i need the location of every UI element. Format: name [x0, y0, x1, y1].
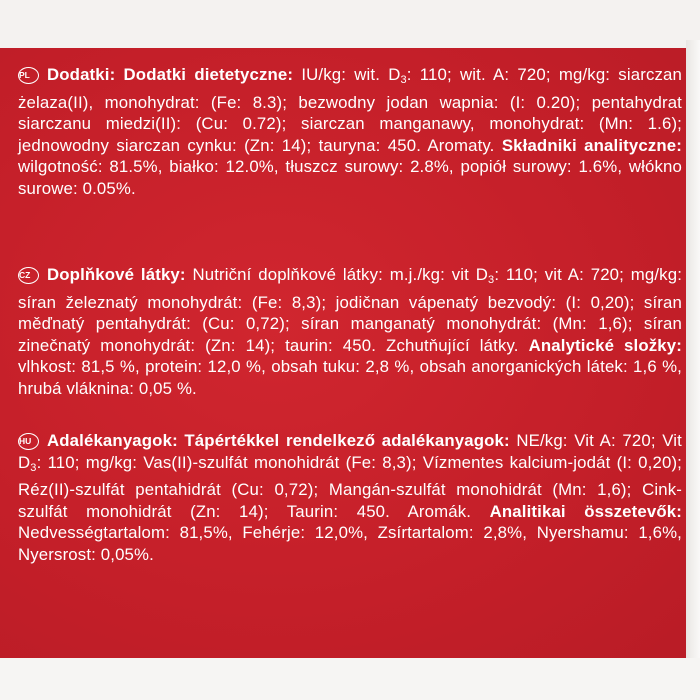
package-bottom-edge	[0, 658, 700, 700]
pl-text-3: wilgotność: 81.5%, białko: 12.0%, tłuszcz surowy: 2.8%, popiół surowy: 1.6%, włókno surowe: 0.05%.	[18, 157, 682, 198]
language-badge-cz: CZ	[18, 267, 39, 284]
cz-text-1: Nutriční doplňkové látky: m.j./kg: vit D	[192, 265, 489, 284]
cz-text-2: : 110; vit A: 720; mg/kg: síran železnatý monohydrát: (Fe: 8,3); jodičnan vápenatý bezvodý: (I: 0,20); síran měďnatý pentahydrát: (Cu: 0,72); síran manganatý monohydrát: (Mn: 1,6); síran zinečnatý monohydrát: (Zn: 14); taurin: 450. Zchutňující látky.	[18, 265, 683, 355]
section-polish	[18, 64, 682, 200]
pl-subscript: 3	[400, 74, 407, 86]
section-czech	[18, 264, 682, 400]
pl-analytical-heading: Składniki analityczne:	[501, 135, 683, 155]
ingredients-label-panel	[0, 48, 686, 658]
language-badge-pl: PL	[18, 67, 39, 84]
cz-subscript: 3	[488, 274, 495, 286]
pl-dietetic-heading: Dodatki dietetyczne:	[123, 65, 294, 84]
hu-text-3: Nedvességtartalom: 81,5%, Fehérje: 12,0%, Zsírtartalom: 2,8%, Nyershamu: 1,6%, Nyersrost: 0,05%.	[18, 523, 682, 564]
section-hungarian	[18, 430, 682, 566]
cz-additives-heading: Doplňkové látky:	[47, 265, 186, 284]
pl-additives-heading: Dodatki:	[47, 65, 116, 84]
hu-additives-heading: Adalékanyagok: Tápértékkel rendelkező adalékanyagok:	[47, 431, 510, 450]
language-badge-hu: HU	[18, 433, 39, 450]
hu-text-2: : 110; mg/kg: Vas(II)-szulfát monohidrát (Fe: 8,3); Vízmentes kalcium-jodát (I: 0,20); Réz(II)-szulfát pentahidrát (Cu: 0,72); Mangán-szulfát monohidrát (Mn: 1,6); Cink-szulfát monohidrát (Zn: 14); Taurin: 450. Aromák.	[18, 452, 682, 521]
cz-analytical-heading: Analytické složky:	[528, 335, 682, 355]
pl-text-2: : 110; wit. A: 720; mg/kg: siarczan żelaza(II), monohydrat: (Fe: 8.3); bezwodny jodan wapnia: (I: 0.20); pentahydrat siarczanu miedzi(II): (Cu: 0.72); siarczan manganawy, monohydrat: (Mn: 1.6); jednowodny siarczan cynku: (Zn: 14); tauryna: 450. Aromaty.	[18, 65, 682, 155]
cz-text-3: vlhkost: 81,5 %, protein: 12,0 %, obsah tuku: 2,8 %, obsah anorganických látek: 1,6 %, hrubá vláknina: 0,05 %.	[18, 357, 682, 398]
hu-analytical-heading: Analitikai összetevők:	[489, 501, 682, 521]
hu-subscript: 3	[30, 461, 37, 474]
hu-text-1: NE/kg: Vit A: 720; Vit D	[18, 431, 682, 472]
pl-text-1: IU/kg: wit. D	[301, 65, 401, 84]
package-right-edge	[686, 40, 700, 670]
